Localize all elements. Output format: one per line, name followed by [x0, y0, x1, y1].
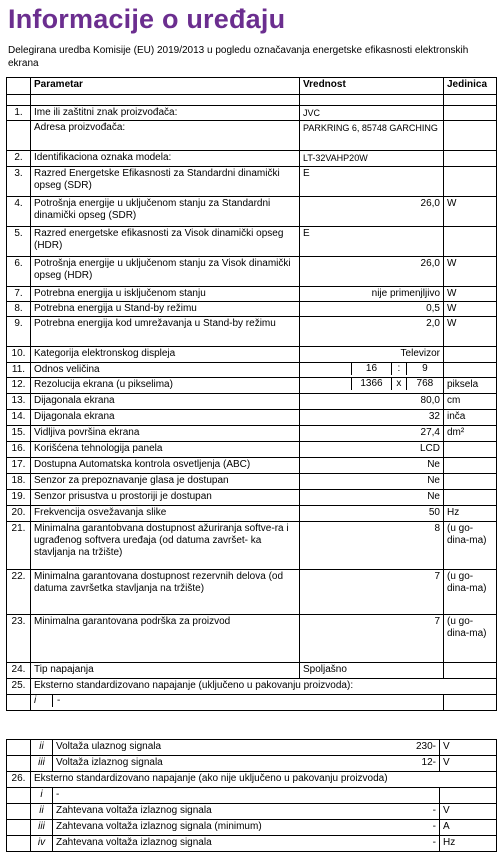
table-row: [7, 394, 497, 410]
sub-item-cell: [53, 836, 440, 852]
aspect-separator: :: [392, 363, 407, 375]
sub-text: Zahtevana voltaža izlaznog signala: [56, 805, 212, 816]
row-number: 14.: [7, 410, 31, 426]
table-row: [7, 804, 497, 820]
row-parameter: Potrebna energija u isključenom stanju: [31, 287, 300, 302]
table-row: [7, 106, 497, 121]
sub-text: Zahtevana voltaža izlaznog signala (minimum): [56, 821, 262, 832]
row-value: LT-32VAHP20W: [300, 151, 444, 167]
row-parameter: Vidljiva površina ekrana: [31, 426, 300, 442]
row-unit: V: [440, 804, 497, 820]
row-number: 2.: [7, 151, 31, 167]
sub-index: ii: [31, 804, 53, 820]
header-unit: Jedinica: [444, 78, 497, 95]
sub-value: 230-: [415, 741, 436, 752]
row-value: Televizor: [300, 347, 444, 363]
resolution-separator: x: [392, 378, 407, 390]
table-row: [7, 227, 497, 257]
row-unit: V: [440, 740, 497, 756]
row-value: PARKRING 6, 85748 GARCHING: [300, 121, 444, 151]
row-value: E: [300, 227, 444, 257]
row-parameter: Adresa proizvođača:: [31, 121, 300, 151]
row-number: 15.: [7, 426, 31, 442]
sub-value: 12-: [421, 757, 436, 768]
row-unit: W: [444, 302, 497, 317]
table-row: [7, 317, 497, 347]
page-title: Informacije o uređaju: [8, 4, 286, 34]
table-row: [7, 426, 497, 442]
header-parameter: Parametar: [31, 78, 300, 95]
sub-index: i: [31, 788, 53, 804]
row-number: 9.: [7, 317, 31, 347]
row-unit: W: [444, 317, 497, 347]
row-number: 18.: [7, 474, 31, 490]
row-unit: (u go-dina-ma): [444, 570, 497, 615]
table-row: [7, 615, 497, 663]
resolution-width: 1366: [352, 378, 392, 390]
resolution-cell: [300, 378, 444, 394]
row-value: Ne: [300, 458, 444, 474]
row-unit: [444, 458, 497, 474]
table-row: [7, 378, 497, 394]
row-value: E: [300, 167, 444, 197]
table-row: [7, 197, 497, 227]
sub-text: -: [53, 788, 440, 804]
row-parameter: Senzor prisustva u prostoriji je dostupan: [31, 490, 300, 506]
spacer-row: [7, 95, 497, 106]
row-number: 11.: [7, 363, 31, 378]
sub-value: -: [432, 821, 436, 832]
table-row: [7, 740, 497, 756]
sub-index: iv: [31, 836, 53, 852]
row-unit: piksela: [444, 378, 497, 394]
row-number: 4.: [7, 197, 31, 227]
table-row: [7, 442, 497, 458]
sub-value: -: [432, 805, 436, 816]
row-unit: [444, 474, 497, 490]
row-unit: dm²: [444, 426, 497, 442]
row-unit: inča: [444, 410, 497, 426]
sub-item-cell: [31, 695, 444, 711]
row-parameter: Kategorija elektronskog displeja: [31, 347, 300, 363]
row-unit: [444, 167, 497, 197]
row-value: Ne: [300, 474, 444, 490]
sub-index: i: [31, 695, 53, 707]
table-row: [7, 458, 497, 474]
table-row: [7, 302, 497, 317]
row-parameter: Razred energetske efikasnosti za Visok dinamički opseg (HDR): [31, 227, 300, 257]
table-row: [7, 287, 497, 302]
row-value: 32: [300, 410, 444, 426]
row-unit: [444, 121, 497, 151]
row-parameter: Potrebna energija u Stand-by režimu: [31, 302, 300, 317]
sub-index: ii: [31, 740, 53, 756]
power-supply-table: [6, 739, 496, 852]
row-parameter: Ime ili zaštitni znak proizvođača:: [31, 106, 300, 121]
row-unit: [444, 227, 497, 257]
row-unit: (u go-dina-ma): [444, 522, 497, 570]
row-value: 27,4: [300, 426, 444, 442]
table-row: [7, 490, 497, 506]
row-number: 12.: [7, 378, 31, 394]
table-header-row: [7, 78, 497, 95]
row-unit: [444, 151, 497, 167]
row-value: 0,5: [300, 302, 444, 317]
row-unit: cm: [444, 394, 497, 410]
sub-index: iii: [31, 820, 53, 836]
aspect-height: 9: [422, 363, 428, 374]
table-row: [7, 772, 497, 788]
row-number: 23.: [7, 615, 31, 663]
table-row: [7, 663, 497, 679]
row-number: 5.: [7, 227, 31, 257]
table-row: [7, 474, 497, 490]
table-row: [7, 570, 497, 615]
row-value: JVC: [300, 106, 444, 121]
row-unit: (u go-dina-ma): [444, 615, 497, 663]
aspect-width: 16: [352, 363, 392, 375]
row-number: 3.: [7, 167, 31, 197]
table-row: [7, 522, 497, 570]
row-unit: [444, 663, 497, 679]
row-number: 7.: [7, 287, 31, 302]
row-number: 13.: [7, 394, 31, 410]
table-row: [7, 756, 497, 772]
row-number: 8.: [7, 302, 31, 317]
row-parameter: Rezolucija ekrana (u pikselima): [31, 378, 300, 394]
row-number: 6.: [7, 257, 31, 287]
row-parameter: Potrošnja energije u uključenom stanju za Visok dinamički opseg (HDR): [31, 257, 300, 287]
row-value: 2,0: [300, 317, 444, 347]
row-number: 17.: [7, 458, 31, 474]
sub-item-cell: [53, 804, 440, 820]
row-value: LCD: [300, 442, 444, 458]
row-parameter: Potrebna energija kod umrežavanja u Stand-by režimu: [31, 317, 300, 347]
sub-text: -: [57, 695, 61, 706]
sub-item-cell: [53, 756, 440, 772]
sub-text: Voltaža ulaznog signala: [56, 741, 162, 752]
row-unit: [444, 347, 497, 363]
sub-text: Zahtevana voltaža izlaznog signala: [56, 837, 212, 848]
row-number: 20.: [7, 506, 31, 522]
row-number: 21.: [7, 522, 31, 570]
row-unit: [444, 490, 497, 506]
row-parameter: Dijagonala ekrana: [31, 410, 300, 426]
table-row: [7, 506, 497, 522]
row-number: 26.: [7, 772, 31, 788]
row-parameter: Korišćena tehnologija panela: [31, 442, 300, 458]
table-row: [7, 151, 497, 167]
row-number: 1.: [7, 106, 31, 121]
table-row: [7, 347, 497, 363]
row-unit: [444, 442, 497, 458]
header-value: Vrednost: [300, 78, 444, 95]
row-number: 24.: [7, 663, 31, 679]
row-parameter: Frekvencija osvežavanja slike: [31, 506, 300, 522]
page-subtitle: Delegirana uredba Komisije (EU) 2019/2013 u pogledu označavanja energetske efikasnosti elektronskih ekrana: [8, 45, 469, 69]
row-value: nije primenjljivo: [300, 287, 444, 302]
sub-text: Voltaža izlaznog signala: [56, 757, 163, 768]
row-unit: W: [444, 197, 497, 227]
row-value: 50: [300, 506, 444, 522]
row-parameter: Odnos veličina: [31, 363, 300, 378]
row-unit: Hz: [440, 836, 497, 852]
row-value: 80,0: [300, 394, 444, 410]
row-number: 25.: [7, 679, 31, 695]
row-unit: V: [440, 756, 497, 772]
row-value: Ne: [300, 490, 444, 506]
row-parameter: Dostupna Automatska kontrola osvetljenja (ABC): [31, 458, 300, 474]
row-number: 22.: [7, 570, 31, 615]
row-parameter: Eksterno standardizovano napajanje (ako nije uključeno u pakovanju proizvoda): [31, 772, 497, 788]
row-parameter: Minimalna garantovana podrška za proizvod: [31, 615, 300, 663]
row-parameter: Senzor za prepoznavanje glasa je dostupan: [31, 474, 300, 490]
row-value: 26,0: [300, 257, 444, 287]
row-value: 26,0: [300, 197, 444, 227]
row-parameter: Identifikaciona oznaka modela:: [31, 151, 300, 167]
row-unit: Hz: [444, 506, 497, 522]
row-unit: [444, 363, 497, 378]
aspect-ratio-cell: [300, 363, 444, 378]
table-row: [7, 679, 497, 695]
row-parameter: Minimalna garantovana dostupnost rezervnih delova (od datuma završetka stavljanja na tržište): [31, 570, 300, 615]
table-row: [7, 836, 497, 852]
row-parameter: Eksterno standardizovano napajanje (uključeno u pakovanju proizvoda):: [31, 679, 497, 695]
row-unit: W: [444, 287, 497, 302]
row-parameter: Tip napajanja: [31, 663, 300, 679]
row-number: 19.: [7, 490, 31, 506]
row-parameter: Minimalna garantobvana dostupnost ažuriranja softve-ra i ugrađenog softvera uređaja (od datuma završet- ka stavljanja na tržište): [31, 522, 300, 570]
row-unit: A: [440, 820, 497, 836]
row-parameter: Razred Energetske Efikasnosti za Standardni dinamički opseg (SDR): [31, 167, 300, 197]
table-row: [7, 410, 497, 426]
table-row: [7, 788, 497, 804]
sub-item-cell: [53, 820, 440, 836]
table-row: [7, 695, 497, 711]
row-unit: [444, 106, 497, 121]
row-value: Spoljašno: [300, 663, 444, 679]
sub-item-cell: [53, 740, 440, 756]
table-row: [7, 121, 497, 151]
table-row: [7, 820, 497, 836]
row-unit: W: [444, 257, 497, 287]
row-parameter: Potrošnja energije u uključenom stanju za Standardni dinamički opseg (SDR): [31, 197, 300, 227]
table-row: [7, 363, 497, 378]
sub-value: -: [432, 837, 436, 848]
product-info-table: [6, 77, 496, 711]
row-parameter: Dijagonala ekrana: [31, 394, 300, 410]
row-value: 8: [300, 522, 444, 570]
resolution-height: 768: [416, 378, 434, 389]
row-number: 16.: [7, 442, 31, 458]
table-row: [7, 167, 497, 197]
row-value: 7: [300, 615, 444, 663]
sub-index: iii: [31, 756, 53, 772]
row-number: 10.: [7, 347, 31, 363]
row-value: 7: [300, 570, 444, 615]
table-row: [7, 257, 497, 287]
